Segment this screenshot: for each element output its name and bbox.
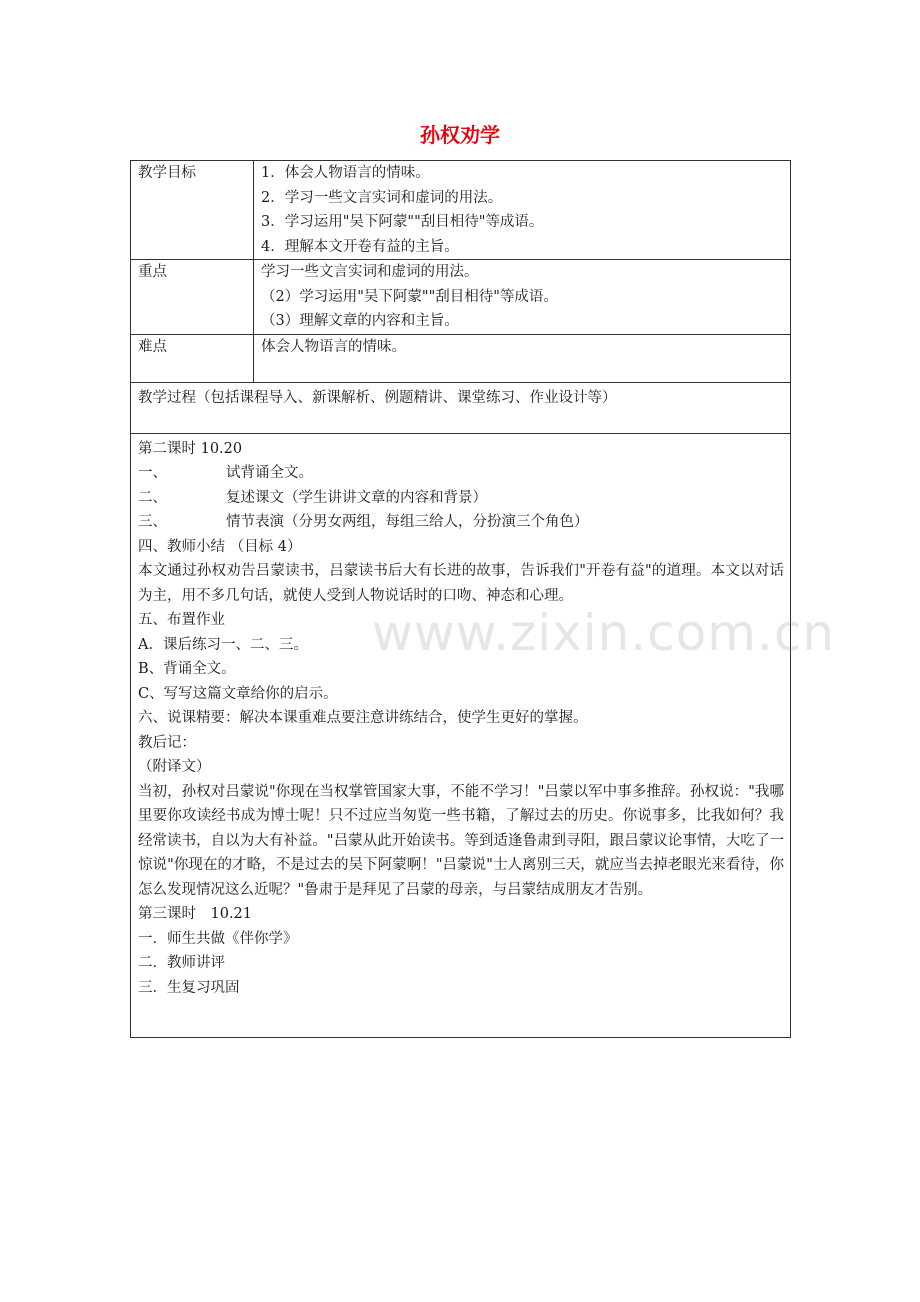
goal-item: 2．学习一些文言实词和虚词的用法。 — [261, 189, 503, 206]
talk-summary: 六、说课精要：解决本课重难点要注意讲练结合，使学生更好的掌握。 — [138, 710, 588, 726]
difficulty-label: 难点 — [131, 334, 254, 382]
lesson3-title: 第三课时 10.21 — [138, 906, 253, 922]
translation-text: 当初，孙权对吕蒙说"你现在当权掌管国家大事，不能不学习！"吕蒙以军中事多推辞。孙权说："我哪里要你攻读经书成为博士呢！只不过应当匆览一些书籍，了解过去的历史。你说事多，比我如何？我经常读书，自以为大有补益。"吕蒙从此开始读书。等到适逢鲁肃到寻阳，跟吕蒙议论事情，大吃了一惊说"你现在的才略，不是过去的吴下阿蒙啊！"吕蒙说"士人离别三天，就应当去掉老眼光来看待，你怎么发现情况这么近呢？"鲁肃于是拜见了吕蒙的母亲，与吕蒙结成朋友才告别。 — [138, 783, 784, 898]
watermark: www.zixin.com.cn — [372, 604, 836, 662]
process-header — [131, 382, 791, 433]
step-1-number: 一、 — [138, 465, 167, 481]
goals-label: 教学目标 — [131, 161, 254, 260]
homework-a: A．课后练习一、二、三。 — [138, 636, 308, 653]
goals-content — [254, 161, 791, 260]
page-title: 孙权劝学 — [420, 123, 500, 147]
difficulty-content — [254, 334, 791, 382]
step-1-text: 试背诵全文。 — [226, 465, 313, 481]
summary-text: 本文通过孙权劝告吕蒙读书，吕蒙读书后大有长进的故事，告诉我们"开卷有益"的道理。本文以对话为主，用不多几句话，就使人受到人物说话时的口吻、神态和心理。 — [138, 563, 784, 604]
row-key-points — [131, 260, 791, 335]
after-notes: 教后记： — [138, 734, 196, 751]
lesson3-item: 三．生复习巩固 — [138, 979, 240, 996]
homework-heading: 五、布置作业 — [138, 612, 225, 628]
goal-item: 1．体会人物语言的情味。 — [261, 165, 430, 181]
lesson3-item: 二．教师讲评 — [138, 955, 225, 971]
goal-item: 4．理解本文开卷有益的主旨。 — [261, 238, 459, 255]
key-content — [254, 260, 791, 335]
lesson3-item: 一．师生共做《伴你学》 — [138, 930, 298, 947]
step-2-text: 复述课文（学生讲讲文章的内容和背景） — [226, 489, 487, 506]
homework-b: B、背诵全文。 — [138, 661, 236, 677]
lesson2-title: 第二课时 10.20 — [138, 440, 243, 457]
step-2-number: 二、 — [138, 489, 167, 506]
row-difficulty — [131, 334, 791, 382]
step-1 — [138, 461, 790, 486]
key-item: （2）学习运用"吴下阿蒙""刮目相待"等成语。 — [261, 288, 558, 305]
key-item: 学习一些文言实词和虚词的用法。 — [261, 264, 479, 280]
key-item: （3）理解文章的内容和主旨。 — [261, 313, 459, 329]
row-process-body — [131, 433, 791, 1037]
difficulty-item: 体会人物语言的情味。 — [261, 338, 406, 355]
process-header-text: 教学过程（包括课程导入、新课解析、例题精讲、课堂练习、作业设计等） — [138, 389, 617, 406]
step-3-text: 情节表演（分男女两组，每组三给人，分扮演三个角色） — [226, 514, 589, 530]
goal-item: 3．学习运用"吴下阿蒙""刮目相待"等成语。 — [261, 214, 544, 230]
process-body — [131, 433, 791, 1037]
row-process-header — [131, 382, 791, 433]
step-3-number: 三、 — [138, 514, 167, 530]
summary-heading: 四、教师小结 （目标 4） — [138, 538, 302, 555]
step-2 — [138, 486, 790, 511]
step-3 — [138, 510, 790, 535]
lesson-plan-table — [130, 160, 791, 1038]
key-label: 重点 — [131, 260, 254, 335]
row-teaching-goals — [131, 161, 791, 260]
homework-c: C、写写这篇文章给你的启示。 — [138, 685, 338, 702]
translation-heading: （附译文） — [138, 759, 211, 775]
